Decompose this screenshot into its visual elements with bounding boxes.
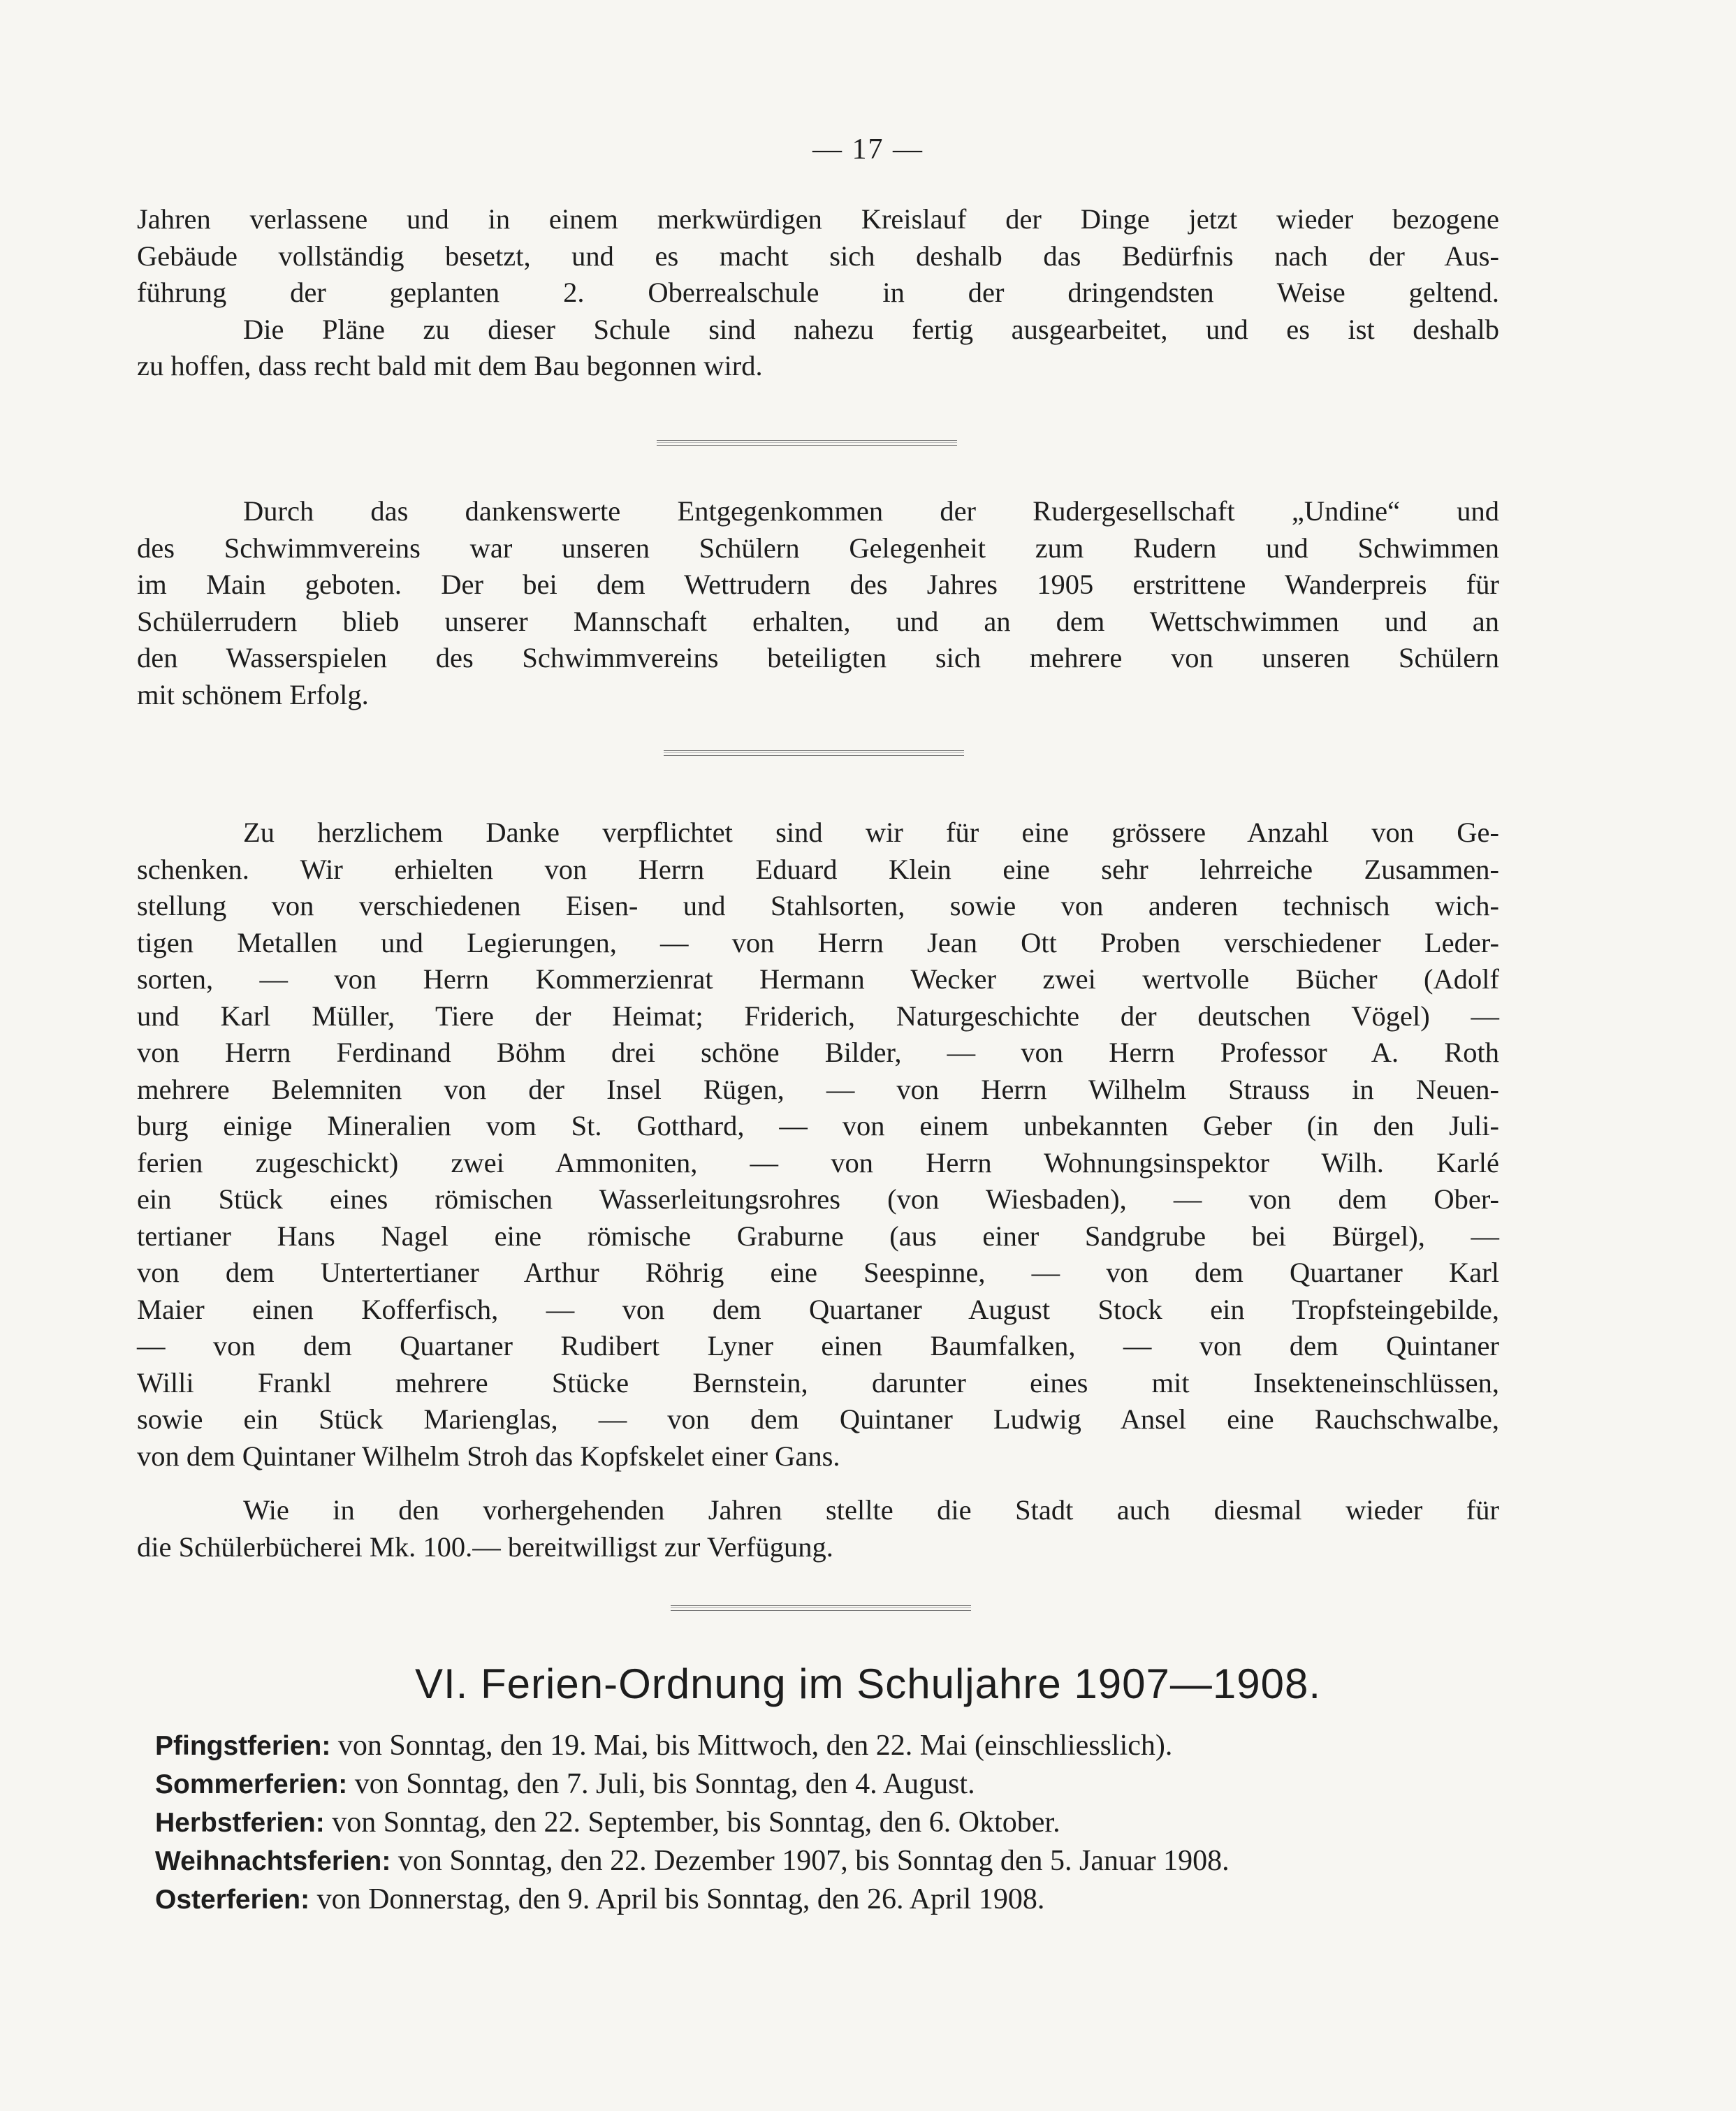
- text-line: Wie in den vorhergehenden Jahren stellte die Stadt auch diesmal wieder für: [243, 1494, 1499, 1526]
- section-divider: [671, 1605, 971, 1611]
- holiday-row: [155, 1880, 1230, 1919]
- text-line: Durch das dankenswerte Entgegenkommen der Rudergesellschaft „Undine“ und: [243, 495, 1499, 527]
- text-line: ferien zugeschickt) zwei Ammoniten, — von Herrn Wohnungsinspektor Wilh. Karlé: [137, 1146, 1499, 1178]
- text-line: Willi Frankl mehrere Stücke Bernstein, darunter eines mit Insekteneinschlüssen,: [137, 1366, 1499, 1398]
- text-line: im Main geboten. Der bei dem Wettrudern des Jahres 1905 erstrittene Wanderpreis für: [137, 569, 1499, 600]
- text-line: die Schülerbücherei Mk. 100.— bereitwilligst zur Verfügung.: [137, 1531, 833, 1563]
- text-line: schenken. Wir erhielten von Herrn Eduard Klein eine sehr lehrreiche Zusammen-: [137, 853, 1499, 885]
- holiday-dates: von Sonntag, den 19. Mai, bis Mittwoch, den 22. Mai (einschliesslich).: [337, 1730, 1173, 1762]
- holiday-label: Weihnachtsferien:: [155, 1846, 391, 1876]
- holiday-dates: von Sonntag, den 22. Dezember 1907, bis Sonntag den 5. Januar 1908.: [397, 1845, 1230, 1877]
- holiday-row: [155, 1804, 1230, 1842]
- section-heading: VI. Ferien-Ordnung im Schuljahre 1907—1908.: [414, 1660, 1322, 1707]
- text-line: Maier einen Kofferfisch, — von dem Quartaner August Stock ein Tropfsteingebilde,: [137, 1293, 1499, 1325]
- text-line: Die Pläne zu dieser Schule sind nahezu fertig ausgearbeitet, und es ist deshalb: [243, 313, 1499, 345]
- text-line: mit schönem Erfolg.: [137, 678, 369, 710]
- holiday-row: [155, 1727, 1230, 1765]
- text-line: — von dem Quartaner Rudibert Lyner einen Baumfalken, — von dem Quintaner: [137, 1330, 1499, 1361]
- text-line: und Karl Müller, Tiere der Heimat; Friderich, Naturgeschichte der deutschen Vögel) —: [137, 1000, 1499, 1032]
- paragraph-gifts: [137, 815, 1499, 1475]
- text-line: von dem Untertertianer Arthur Röhrig eine Seespinne, — von dem Quartaner Karl: [137, 1257, 1499, 1288]
- holiday-label: Osterferien:: [155, 1885, 310, 1915]
- section-divider: [657, 440, 957, 446]
- holiday-dates: von Sonntag, den 7. Juli, bis Sonntag, den 4. August.: [354, 1768, 975, 1800]
- text-line: burg einige Mineralien vom St. Gotthard, — von einem unbekannten Geber (in den Juli-: [137, 1110, 1499, 1141]
- text-line: Schülerrudern blieb unserer Mannschaft erhalten, und an dem Wettschwimmen und an: [137, 605, 1499, 637]
- paragraph-rowing: [137, 493, 1499, 713]
- paragraph-library: [137, 1492, 1499, 1565]
- holiday-dates: von Donnerstag, den 9. April bis Sonntag, den 26. April 1908.: [316, 1883, 1045, 1915]
- text-line: von Herrn Ferdinand Böhm drei schöne Bilder, — von Herrn Professor A. Roth: [137, 1037, 1499, 1068]
- holiday-dates: von Sonntag, den 22. September, bis Sonntag, den 6. Oktober.: [332, 1806, 1060, 1839]
- holiday-schedule: [155, 1727, 1230, 1919]
- text-line: führung der geplanten 2. Oberrealschule in der dringendsten Weise geltend.: [137, 277, 1499, 308]
- text-line: tigen Metallen und Legierungen, — von Herrn Jean Ott Proben verschiedener Leder-: [137, 926, 1499, 958]
- text-line: des Schwimmvereins war unseren Schülern Gelegenheit zum Rudern und Schwimmen: [137, 532, 1499, 564]
- text-line: Jahren verlassene und in einem merkwürdigen Kreislauf der Dinge jetzt wieder bezogene: [137, 203, 1499, 235]
- text-line: ein Stück eines römischen Wasserleitungsrohres (von Wiesbaden), — von dem Ober-: [137, 1183, 1499, 1215]
- paragraph-building: [137, 201, 1499, 385]
- text-line: stellung von verschiedenen Eisen- und Stahlsorten, sowie von anderen technisch wich-: [137, 890, 1499, 921]
- holiday-label: Pfingstferien:: [155, 1731, 331, 1761]
- holiday-row: [155, 1765, 1230, 1804]
- text-line: zu hoffen, dass recht bald mit dem Bau begonnen wird.: [137, 350, 763, 381]
- holiday-label: Sommerferien:: [155, 1769, 348, 1799]
- text-line: sorten, — von Herrn Kommerzienrat Hermann Wecker zwei wertvolle Bücher (Adolf: [137, 963, 1499, 995]
- section-divider: [664, 750, 964, 756]
- text-line: den Wasserspielen des Schwimmvereins beteiligten sich mehrere von unseren Schülern: [137, 642, 1499, 673]
- text-line: tertianer Hans Nagel eine römische Graburne (aus einer Sandgrube bei Bürgel), —: [137, 1220, 1499, 1252]
- text-line: Zu herzlichem Danke verpflichtet sind wir für eine grössere Anzahl von Ge-: [243, 817, 1499, 848]
- text-line: sowie ein Stück Marienglas, — von dem Quintaner Ludwig Ansel eine Rauchschwalbe,: [137, 1403, 1499, 1435]
- text-line: von dem Quintaner Wilhelm Stroh das Kopfskelet einer Gans.: [137, 1440, 840, 1472]
- text-line: Gebäude vollständig besetzt, und es macht sich deshalb das Bedürfnis nach der Aus-: [137, 240, 1499, 272]
- holiday-label: Herbstferien:: [155, 1808, 325, 1838]
- holiday-row: [155, 1842, 1230, 1880]
- text-line: mehrere Belemniten von der Insel Rügen, — von Herrn Wilhelm Strauss in Neuen-: [137, 1073, 1499, 1105]
- page-number: — 17 —: [812, 133, 924, 166]
